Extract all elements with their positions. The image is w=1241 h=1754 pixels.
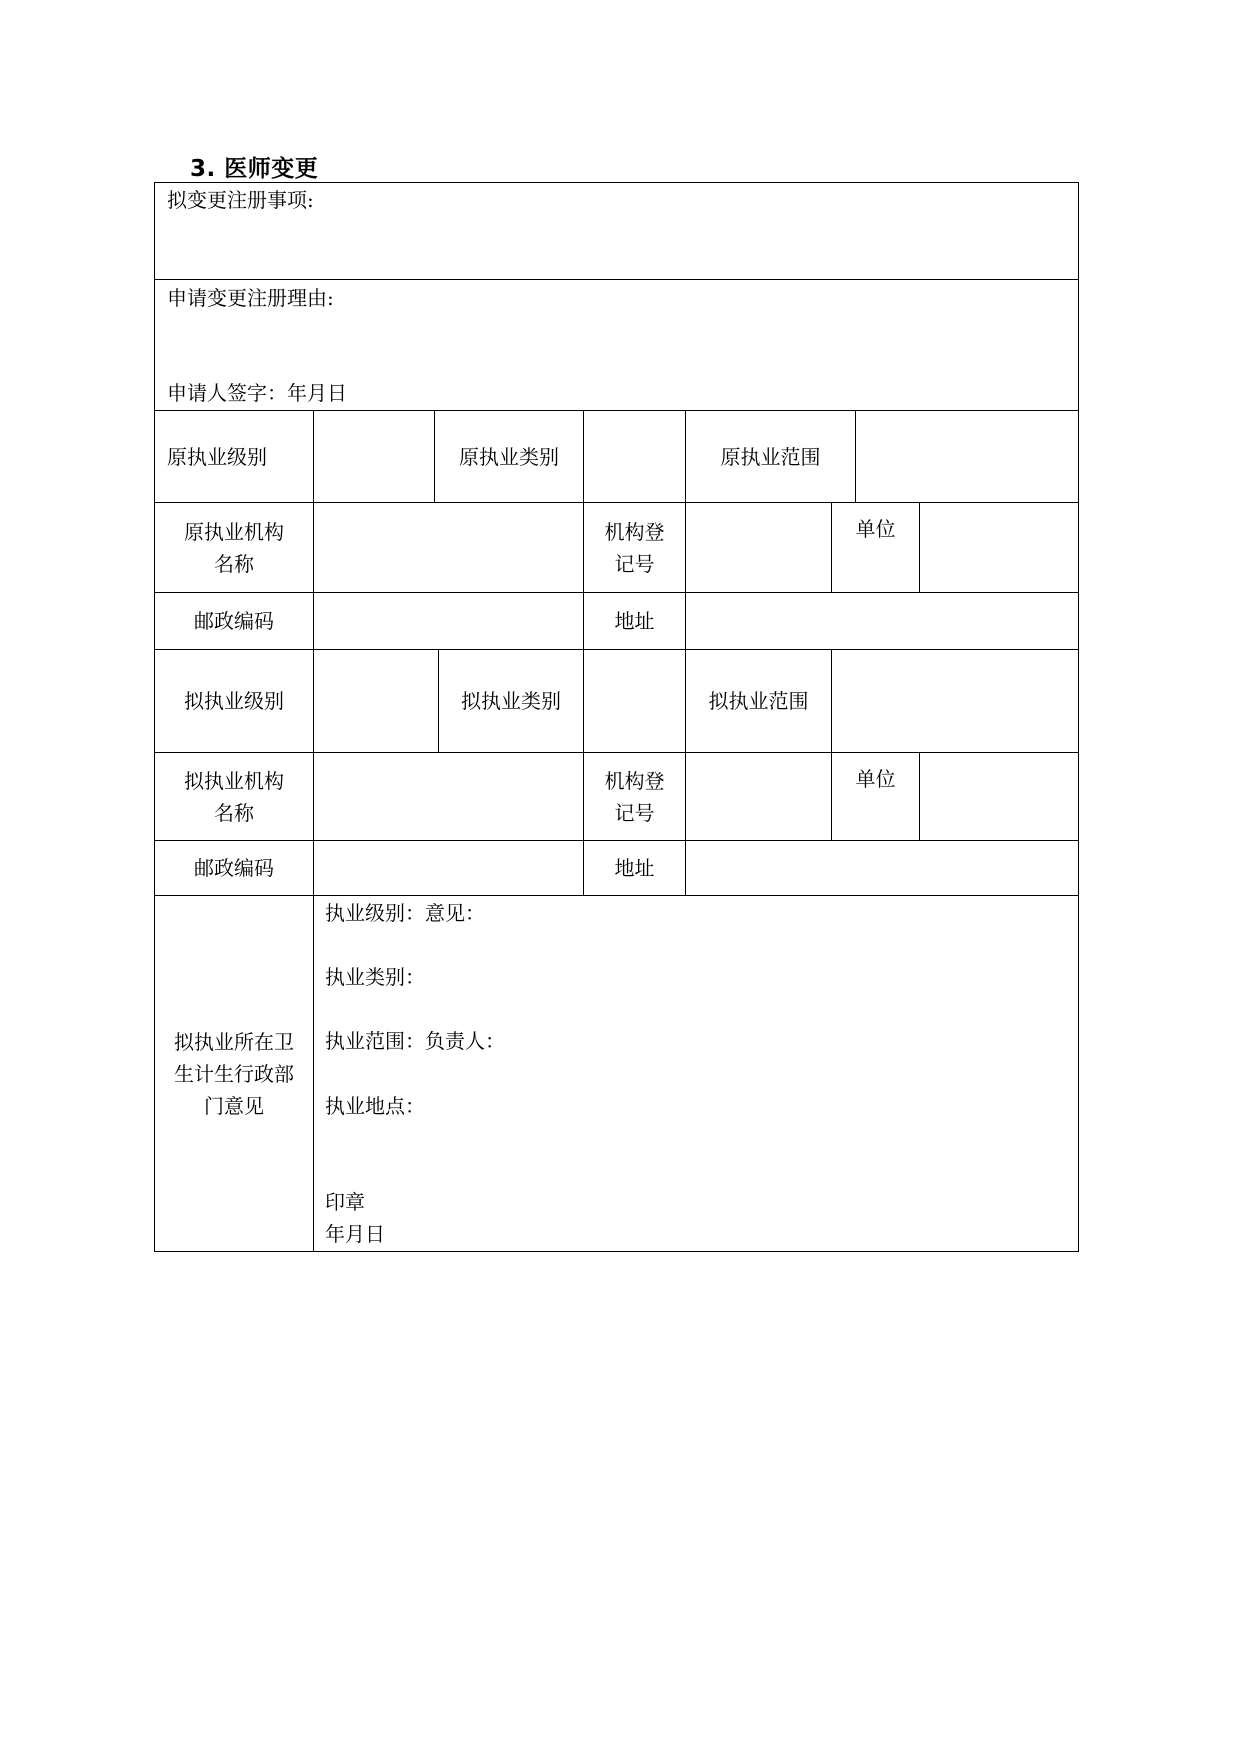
opinion-location-line: 执业地点： xyxy=(325,1094,425,1118)
proposed-address-label: 地址 xyxy=(614,856,655,880)
original-scope-label: 原执业范围 xyxy=(720,444,821,469)
proposed-level-field[interactable] xyxy=(314,650,438,752)
proposed-institution-name-field[interactable] xyxy=(314,753,583,840)
original-address-field[interactable] xyxy=(686,593,1078,649)
original-category-field[interactable] xyxy=(584,411,685,502)
opinion-seal-label: 印章 xyxy=(325,1190,365,1214)
original-institution-name-field[interactable] xyxy=(314,503,583,592)
original-institution-name-label: 原执业机构名称 xyxy=(184,519,284,576)
original-registration-no-label: 机构登记号 xyxy=(604,519,665,576)
original-level-label: 原执业级别 xyxy=(167,444,267,469)
opinion-level-line: 执业级别：意见： xyxy=(325,901,485,925)
reason-label: 申请变更注册理由: xyxy=(167,286,334,310)
original-postal-code-label: 邮政编码 xyxy=(194,609,274,633)
proposed-postal-code-field[interactable] xyxy=(314,841,583,895)
proposed-registration-no-label: 机构登记号 xyxy=(604,768,665,825)
proposed-level-label: 拟执业级别 xyxy=(184,689,284,713)
proposed-items-label: 拟变更注册事项: xyxy=(167,188,314,212)
opinion-date-label: 年月日 xyxy=(325,1222,385,1246)
proposed-unit-field[interactable] xyxy=(920,753,1078,840)
original-unit-label: 单位 xyxy=(855,517,896,541)
proposed-scope-label: 拟执业范围 xyxy=(708,689,809,713)
original-scope-field[interactable] xyxy=(856,411,1078,502)
opinion-category-line: 执业类别： xyxy=(325,965,425,989)
original-category-label: 原执业类别 xyxy=(459,444,559,469)
applicant-signature-label: 申请人签字：年月日 xyxy=(167,381,347,405)
original-unit-field[interactable] xyxy=(920,503,1078,592)
proposed-address-field[interactable] xyxy=(686,841,1078,895)
proposed-scope-field[interactable] xyxy=(832,650,1078,752)
original-address-label: 地址 xyxy=(614,609,655,633)
proposed-registration-no-field[interactable] xyxy=(686,753,831,840)
page-title: 3. 医师变更 xyxy=(190,156,319,182)
proposed-unit-label: 单位 xyxy=(855,767,896,791)
proposed-category-field[interactable] xyxy=(584,650,685,752)
proposed-postal-code-label: 邮政编码 xyxy=(194,856,274,880)
proposed-category-label: 拟执业类别 xyxy=(461,689,561,713)
original-postal-code-field[interactable] xyxy=(314,593,583,649)
department-opinion-label: 拟执业所在卫生计生行政部门意见 xyxy=(174,1029,294,1118)
opinion-scope-line: 执业范围：负责人： xyxy=(325,1029,505,1053)
proposed-institution-name-label: 拟执业机构名称 xyxy=(184,768,284,825)
original-level-field[interactable] xyxy=(314,411,434,502)
original-registration-no-field[interactable] xyxy=(686,503,831,592)
